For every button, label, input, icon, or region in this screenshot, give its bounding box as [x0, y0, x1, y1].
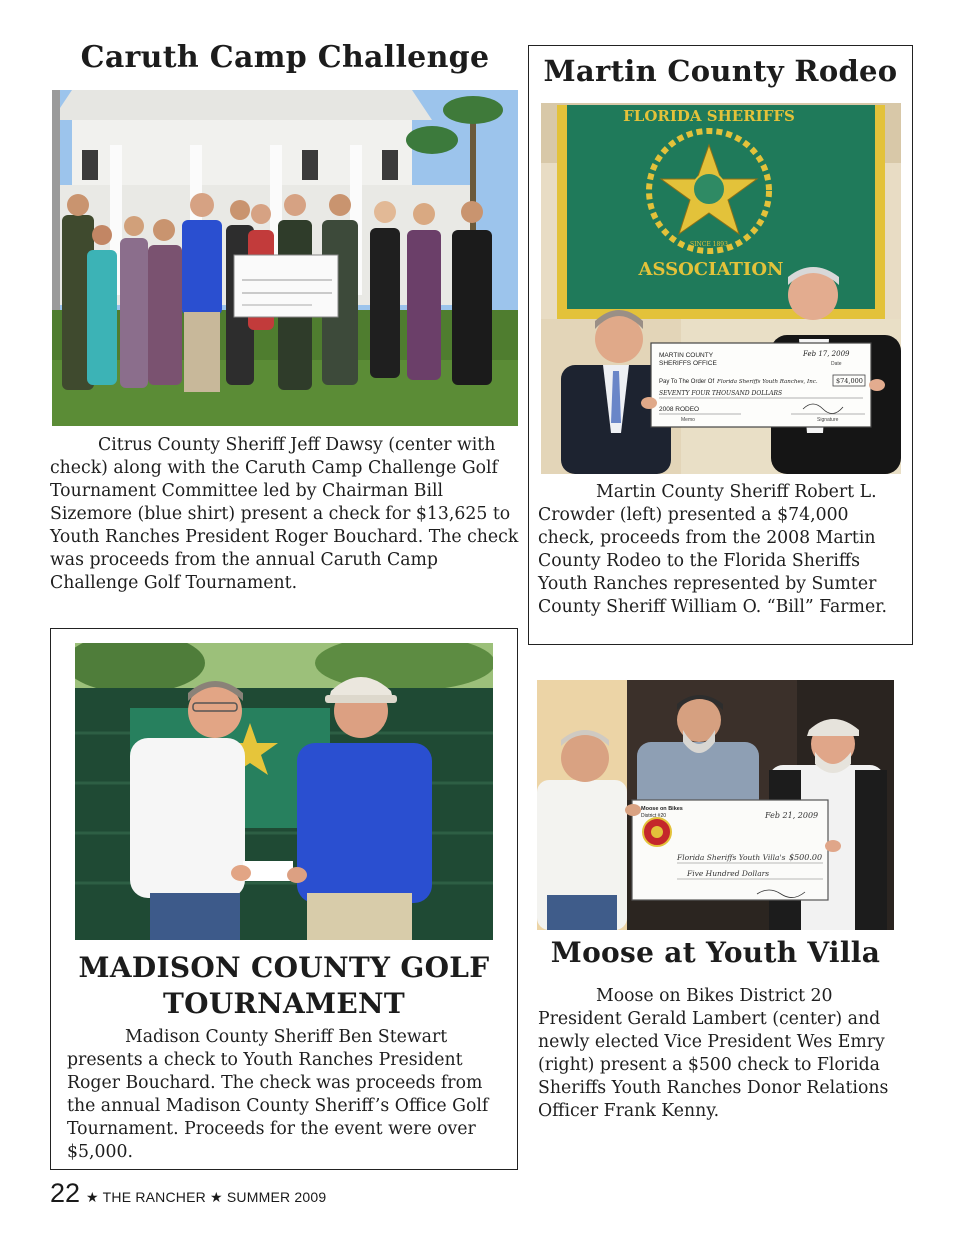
- martin-check-memo: 2008 RODEO: [659, 406, 700, 413]
- caruth-photo: [52, 90, 518, 426]
- martin-check-payer2: SHERIFFS OFFICE: [659, 360, 717, 367]
- banner-top-text: FLORIDA SHERIFFS: [623, 107, 795, 125]
- moose-check-org1: Moose on Bikes: [641, 806, 683, 812]
- page-footer: [50, 1178, 326, 1209]
- martin-check-amount-words: SEVENTY FOUR THOUSAND DOLLARS: [659, 390, 783, 397]
- moose-check-org2: District #20: [641, 813, 667, 819]
- caruth-caption: [50, 434, 520, 595]
- banner-bottom-text: ASSOCIATION: [638, 259, 784, 280]
- martin-check-signature-label: Signature: [817, 417, 839, 423]
- caruth-caption-text: Citrus County Sheriff Jeff Dawsy (center with check) along with the Caruth Camp Challenge Golf Tournament Committee led by Chairman Bill Sizemore (blue shirt) present a check for $13,625 to Youth Ranches President Roger Bouchard. The check was proceeds from the annual Caruth Camp Challenge Golf Tournament.: [50, 435, 519, 593]
- madison-caption-text: Madison County Sheriff Ben Stewart presents a check to Youth Ranches President Roger Bouchard. The check was proceeds from the annual Madison County Sheriff’s Office Golf Tournament. Proceeds for the event were over $5,000.: [67, 1027, 489, 1162]
- moose-check-payee: Florida Sheriffs Youth Villa's: [677, 853, 786, 862]
- martin-check-payer1: MARTIN COUNTY: [659, 352, 714, 359]
- martin-check-memo-label: Memo: [681, 417, 695, 423]
- page-number: 22: [50, 1178, 81, 1208]
- madison-title: MADISON COUNTY GOLF TOURNAMENT: [78, 951, 490, 1020]
- martin-title: Martin County Rodeo: [543, 54, 898, 88]
- martin-photo: [541, 103, 901, 474]
- moose-title: Moose at Youth Villa: [550, 936, 881, 969]
- madison-photo: [75, 643, 493, 940]
- martin-check-amount: $74,000: [836, 377, 863, 385]
- moose-check-date: Feb 21, 2009: [765, 811, 819, 820]
- martin-caption-text: Martin County Sheriff Robert L. Crowder (left) presented a $74,000 check, proceeds from the 2008 Martin County Rodeo to the Florida Sheriffs Youth Ranches represented by Sumter County Sheriff William O. “Bill” Farmer.: [538, 482, 888, 617]
- banner-since: SINCE 1893: [690, 241, 728, 248]
- martin-check-date-label: Date: [831, 361, 842, 367]
- moose-photo: [537, 680, 894, 930]
- martin-check-payto-label: Pay To The Order Of: [659, 379, 715, 385]
- madison-caption: [67, 1026, 505, 1164]
- moose-check-amount: $500.00: [789, 853, 823, 862]
- martin-check-payee: Florida Sheriffs Youth Ranches, Inc.: [717, 379, 818, 385]
- moose-check-amount-words: Five Hundred Dollars: [687, 869, 770, 878]
- footer-text: ★ THE RANCHER ★ SUMMER 2009: [86, 1189, 327, 1205]
- martin-check-date: Feb 17, 2009: [803, 350, 850, 358]
- caruth-title: Caruth Camp Challenge: [80, 40, 490, 75]
- martin-caption: [538, 481, 904, 619]
- moose-caption: [538, 985, 904, 1123]
- moose-caption-text: Moose on Bikes District 20 President Gerald Lambert (center) and newly elected Vice President Wes Emry (right) present a $500 check to Florida Sheriffs Youth Ranches Donor Relations Officer Frank Kenny.: [538, 986, 889, 1121]
